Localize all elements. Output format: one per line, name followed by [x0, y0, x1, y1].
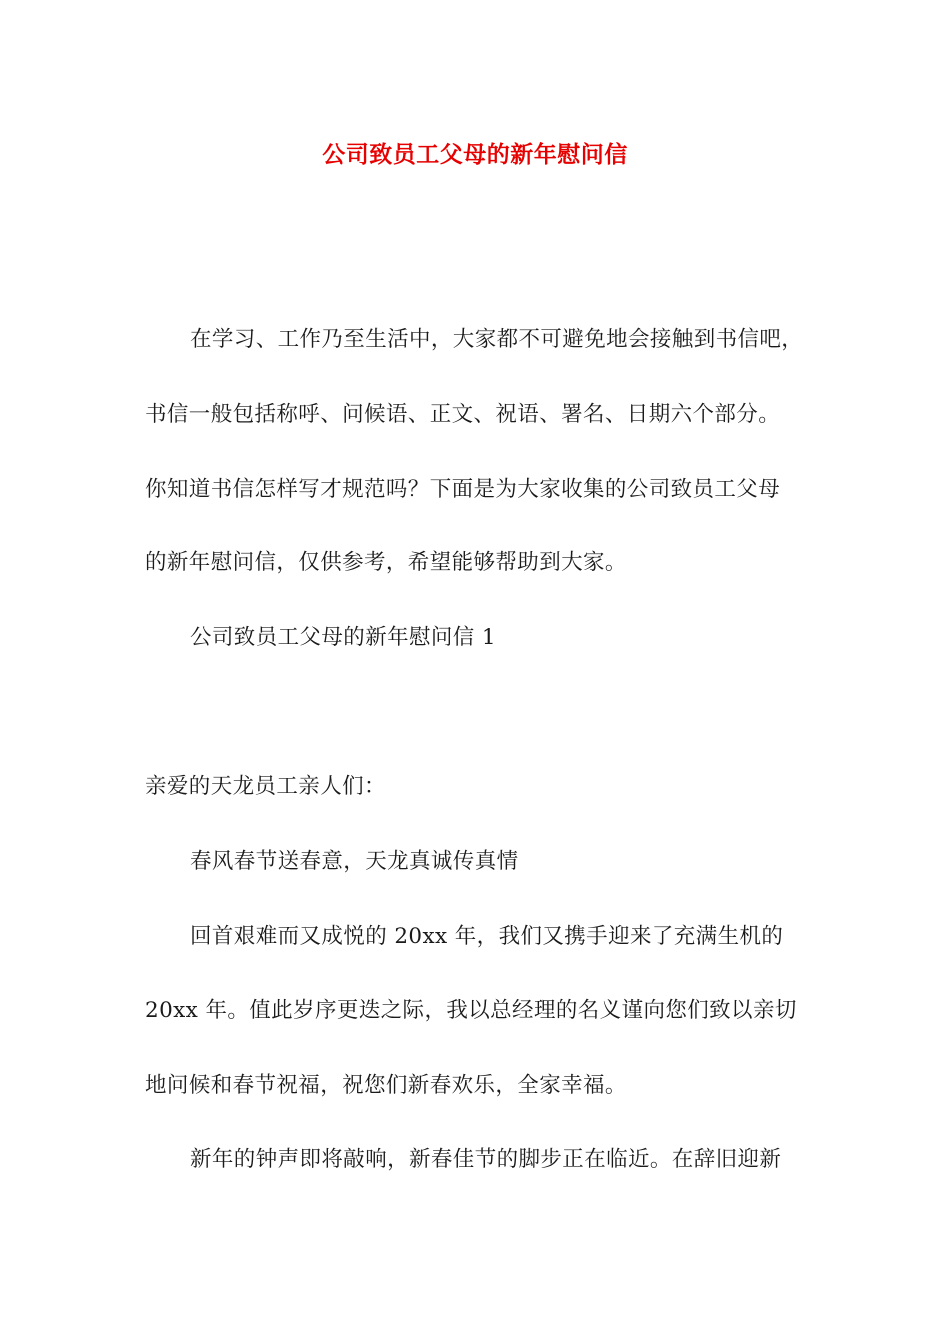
intro-line-1: 在学习、工作乃至生活中，大家都不可避免地会接触到书信吧，	[190, 327, 804, 352]
intro-line-3: 你知道书信怎样写才规范吗？下面是为大家收集的公司致员工父母	[145, 477, 781, 502]
greeting-line: 春风春节送春意，天龙真诚传真情	[190, 849, 519, 874]
document-title: 公司致员工父母的新年慰问信	[322, 142, 628, 168]
body-line-4: 新年的钟声即将敲响，新春佳节的脚步正在临近。在辞旧迎新	[190, 1147, 782, 1172]
body-line-2: 20xx 年。值此岁序更迭之际，我以总经理的名义谨向您们致以亲切	[145, 998, 797, 1023]
intro-line-4: 的新年慰问信，仅供参考，希望能够帮助到大家。	[145, 550, 627, 575]
body-line-3: 地问候和春节祝福，祝您们新春欢乐，全家幸福。	[145, 1073, 627, 1098]
salutation: 亲爱的天龙员工亲人们：	[145, 774, 386, 799]
intro-line-2: 书信一般包括称呼、问候语、正文、祝语、署名、日期六个部分。	[145, 402, 781, 427]
section-heading: 公司致员工父母的新年慰问信 1	[190, 625, 497, 650]
body-line-1: 回首艰难而又成悦的 20xx 年，我们又携手迎来了充满生机的	[190, 924, 784, 949]
